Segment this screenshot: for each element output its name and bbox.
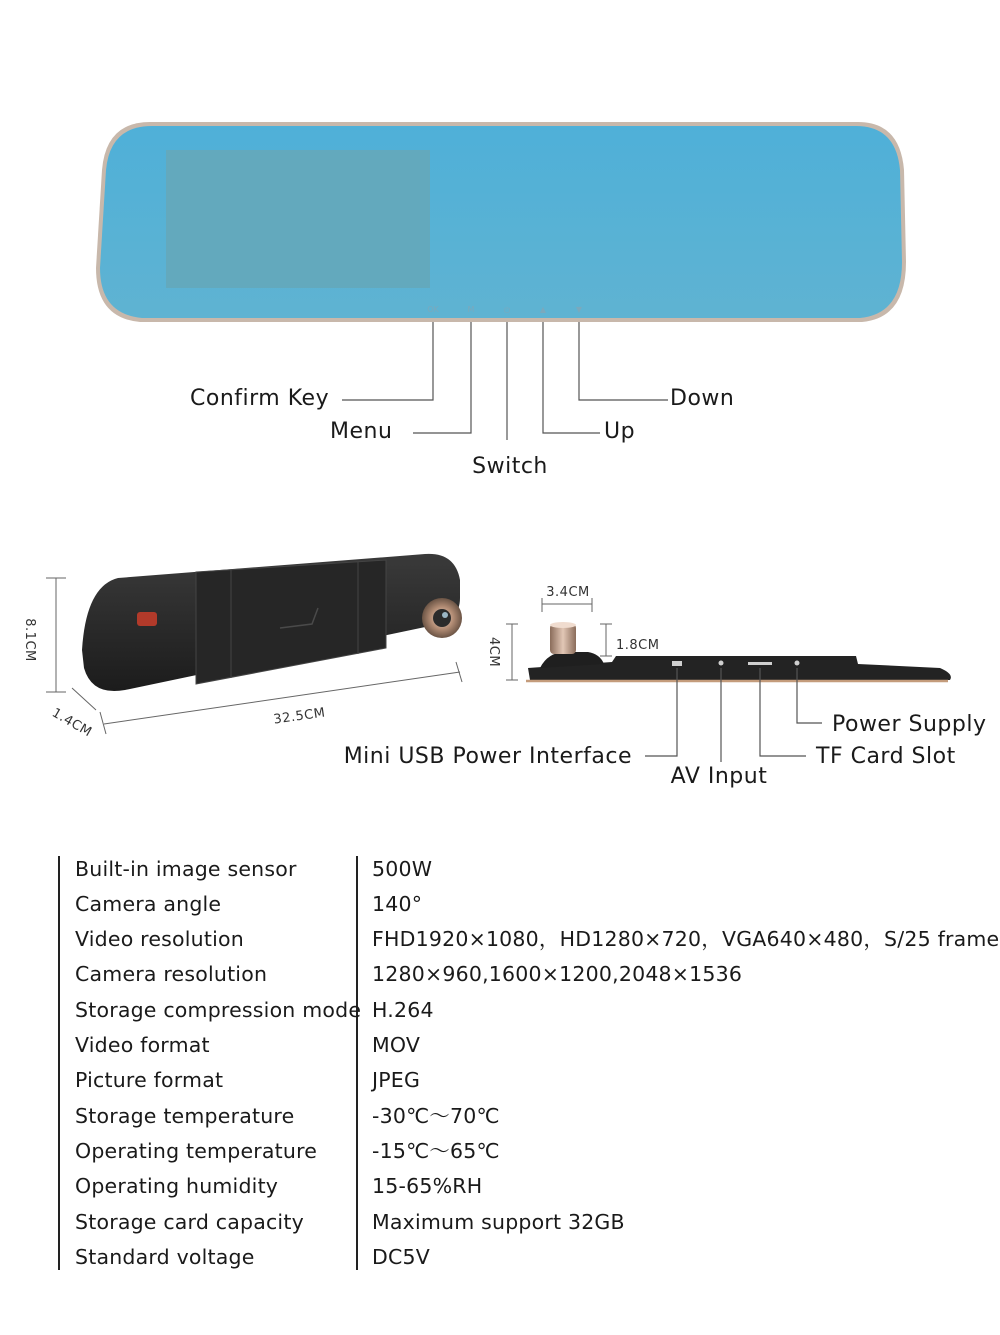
spec-row <box>0 1134 1000 1169</box>
spec-value: FHD1920×1080，HD1280×720，VGA640×480，S/25 frame <box>372 927 1000 951</box>
menu-label: Menu <box>330 419 393 444</box>
spec-key: Operating humidity <box>75 1174 279 1198</box>
spec-key: Standard voltage <box>75 1245 255 1269</box>
tf-card-label: TF Card Slot <box>816 744 956 769</box>
up-label: Up <box>604 419 636 444</box>
up-leader <box>543 322 600 433</box>
av-input-port <box>719 661 724 666</box>
mini-usb-port <box>672 661 682 666</box>
lens-height-label: 1.8CM <box>616 638 660 653</box>
spec-key: Storage card capacity <box>75 1210 304 1234</box>
spec-key: Camera angle <box>75 892 222 916</box>
spec-row <box>0 1028 1000 1063</box>
spec-table <box>0 850 1000 1280</box>
spec-value: DC5V <box>372 1245 430 1269</box>
power-button-glyph[interactable]: ⏻ <box>503 306 511 315</box>
tf-card-slot <box>748 662 772 665</box>
down-leader <box>579 322 668 400</box>
spec-row <box>0 1099 1000 1134</box>
spec-key: Picture format <box>75 1068 224 1092</box>
spec-key: Storage temperature <box>75 1104 295 1128</box>
spec-value: -15℃～65℃ <box>372 1139 500 1163</box>
spec-row <box>0 1240 1000 1275</box>
down-label: Down <box>670 386 735 411</box>
spec-value: 140° <box>372 892 423 916</box>
spec-row <box>0 852 1000 887</box>
spec-row <box>0 1205 1000 1240</box>
spec-value: 500W <box>372 857 433 881</box>
power-supply-port <box>795 661 800 666</box>
menu-button-glyph[interactable]: M <box>467 305 475 314</box>
spec-value: Maximum support 32GB <box>372 1210 625 1234</box>
spec-key: Storage compression mode <box>75 998 362 1022</box>
up-button-glyph[interactable]: ▲ <box>539 305 547 314</box>
spec-value: JPEG <box>372 1068 421 1092</box>
spec-row <box>0 922 1000 957</box>
av-input-label: AV Input <box>670 764 768 789</box>
confirm-key-leader <box>342 322 433 400</box>
spec-value: H.264 <box>372 998 434 1022</box>
spec-row <box>0 1063 1000 1098</box>
spec-key: Built-in image sensor <box>75 857 297 881</box>
total-height-label: 4CM <box>486 636 501 668</box>
spec-value: 15-65%RH <box>372 1174 483 1198</box>
menu-leader <box>413 322 471 433</box>
screen-area <box>166 150 430 288</box>
spec-key: Video format <box>75 1033 210 1057</box>
ok-button-glyph[interactable]: OK <box>427 305 439 314</box>
power-supply-label: Power Supply <box>832 712 987 737</box>
lens-width-label: 3.4CM <box>546 585 590 600</box>
spec-key: Video resolution <box>75 927 244 951</box>
spec-row <box>0 887 1000 922</box>
depth-dim-label: 1.4CM <box>49 705 95 741</box>
side-camera-lens <box>550 624 576 654</box>
height-dim-label: 8.1CM <box>22 618 37 662</box>
confirm-key-label: Confirm Key <box>190 386 330 411</box>
switch-label: Switch <box>472 454 548 479</box>
spec-row <box>0 957 1000 992</box>
spec-value: 1280×960,1600×1200,2048×1536 <box>372 962 743 986</box>
spec-row <box>0 993 1000 1028</box>
spec-value: -30℃～70℃ <box>372 1104 500 1128</box>
spec-value: MOV <box>372 1033 421 1057</box>
spec-key: Operating temperature <box>75 1139 318 1163</box>
side-view-diagram <box>0 570 1000 800</box>
length-dim-label: 32.5CM <box>272 705 327 728</box>
front-view-diagram <box>0 0 1000 490</box>
spec-row <box>0 1169 1000 1204</box>
spec-key: Camera resolution <box>75 962 268 986</box>
mini-usb-label: Mini USB Power Interface <box>343 744 632 769</box>
side-camera-lens-top <box>550 622 576 628</box>
down-button-glyph[interactable]: ▼ <box>575 305 583 314</box>
